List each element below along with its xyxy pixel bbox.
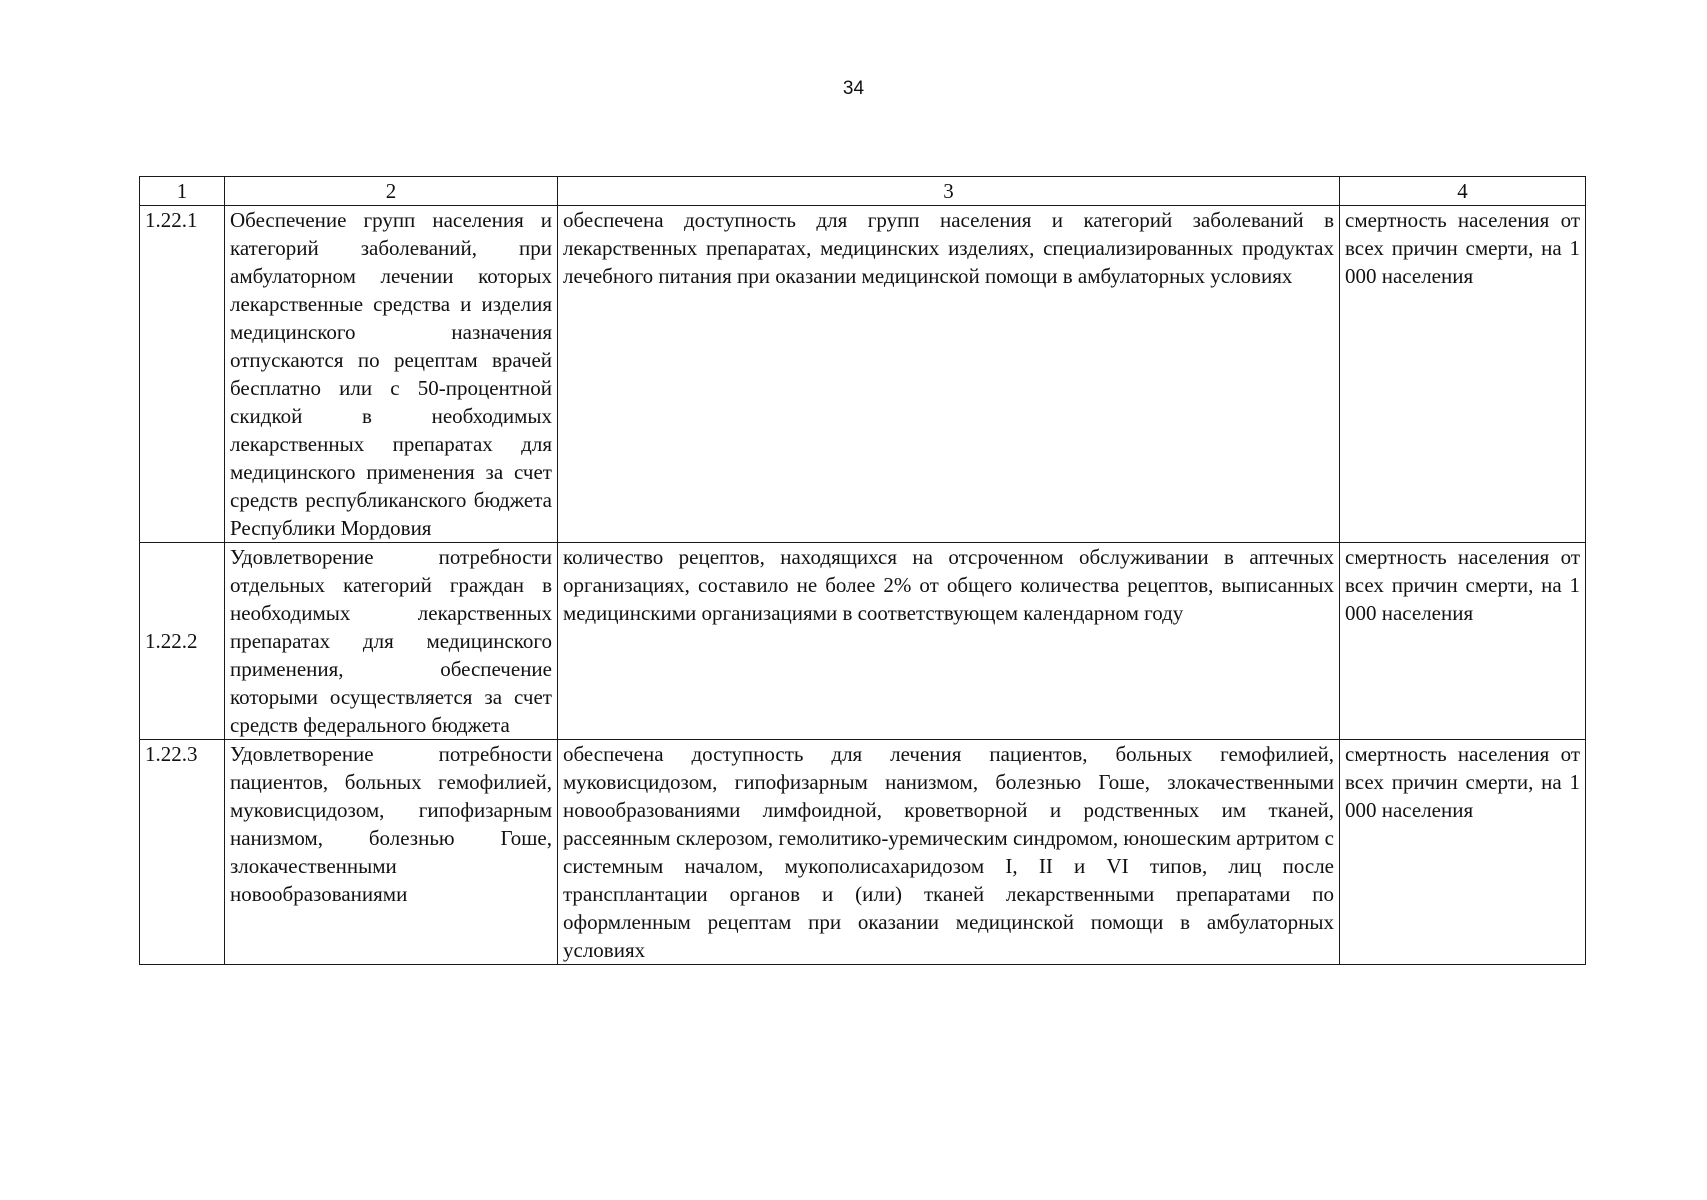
header-col-2: 2 <box>225 177 558 206</box>
page-number: 34 <box>842 78 865 99</box>
measure-result: обеспечена доступность для лечения пациентов, больных гемофилией, муковисцидозом, гипофизарным нанизмом, болезнью Гоше, злокачественными новообразованиями лимфоидной, кроветворной и родственных им тканей, рассеянным склерозом, гемолитико-уремическим синдромом, юношеским артритом с системным началом, мукополисахаридозом I, II и VI типов, лиц после трансплантации органов и (или) тканей лекарственными препаратами по оформленным рецептам при оказании медицинской помощи в амбулаторных условиях <box>558 740 1340 965</box>
measure-indicator: смертность населения от всех причин смерти, на 1 000 населения <box>1340 740 1586 965</box>
measure-name: Обеспечение групп населения и категорий заболеваний, при амбулаторном лечении которых лекарственные средства и изделия медицинского назначения отпускаются по рецептам врачей бесплатно или с 50-процентной скидкой в необходимых лекарственных препаратах для медицинского применения за счет средств республиканского бюджета Республики Мордовия <box>225 206 558 543</box>
header-col-3: 3 <box>558 177 1340 206</box>
header-col-1: 1 <box>140 177 225 206</box>
table-row <box>140 543 1586 740</box>
header-row <box>140 177 1586 206</box>
measure-name: Удовлетворение потребности пациентов, больных гемофилией, муковисцидозом, гипофизарным нанизмом, болезнью Гоше, злокачественными новообразованиями <box>225 740 558 965</box>
table-row <box>140 740 1586 965</box>
header-col-4: 4 <box>1340 177 1586 206</box>
row-number: 1.22.2 <box>140 543 225 740</box>
measure-result: обеспечена доступность для групп населения и категорий заболеваний в лекарственных препаратах, медицинских изделиях, специализированных продуктах лечебного питания при оказании медицинской помощи в амбулаторных условиях <box>558 206 1340 543</box>
measure-indicator: смертность населения от всех причин смерти, на 1 000 населения <box>1340 206 1586 543</box>
measures-table <box>139 176 1586 965</box>
table-header <box>140 177 1586 206</box>
row-number: 1.22.3 <box>140 740 225 965</box>
measure-result: количество рецептов, находящихся на отсроченном обслуживании в аптечных организациях, составило не более 2% от общего количества рецептов, выписанных медицинскими организациями в соответствующем календарном году <box>558 543 1340 740</box>
measure-indicator: смертность населения от всех причин смерти, на 1 000 населения <box>1340 543 1586 740</box>
row-number: 1.22.1 <box>140 206 225 543</box>
table-row <box>140 206 1586 543</box>
table-body <box>140 206 1586 965</box>
measure-name: Удовлетворение потребности отдельных категорий граждан в необходимых лекарственных препаратах для медицинского применения, обеспечение которыми осуществляется за счет средств федерального бюджета <box>225 543 558 740</box>
